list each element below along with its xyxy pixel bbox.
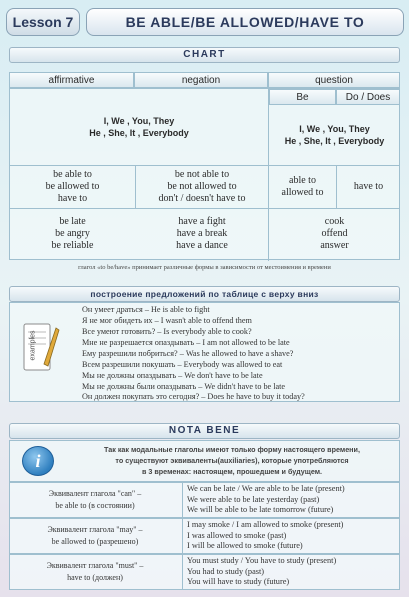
q-be-header: Be xyxy=(269,89,336,105)
nota-right-line: You must study / You have to study (present) xyxy=(187,556,337,566)
example-line: Я не мог обидеть их – I wasn't able to offend them xyxy=(82,316,252,325)
nota-intro-line: Так как модальные глаголы имеют только форму настоящего времени, xyxy=(104,445,360,454)
examples-banner: построение предложений по таблице с верху вниз xyxy=(9,286,400,302)
example-line: Мы не должны опаздывать – We don't have to be late xyxy=(82,371,263,380)
q-be-forms xyxy=(269,166,336,208)
examples-icon-label: examples xyxy=(29,330,37,361)
aff-form-1: be able to xyxy=(53,169,92,180)
example-line: Он должен покупать это сегодня? – Does he have to buy it today? xyxy=(82,392,305,401)
q-do-forms xyxy=(337,166,400,208)
nota-left-line: have to (должен) xyxy=(67,573,123,582)
col-negation: negation xyxy=(134,72,268,88)
neg-forms xyxy=(136,166,268,208)
example-line: Все умеют готовить? – Is everybody able to cook? xyxy=(82,327,252,336)
example-line: Он умеет драться – He is able to fight xyxy=(82,305,210,314)
chart-banner: CHART xyxy=(9,47,400,63)
nota-intro xyxy=(68,444,396,477)
subjects-question-line-2: He , She, It , Everybody xyxy=(284,136,385,146)
example-line: Ему разрешили побриться? – Was he allowed to have a shave? xyxy=(82,349,294,358)
q-examples xyxy=(269,209,400,259)
nota-right-line: I will be allowed to smoke (future) xyxy=(187,541,303,551)
nota-right-line: You had to study (past) xyxy=(187,566,265,576)
nota-row-may xyxy=(9,518,400,554)
aff-examples xyxy=(10,209,135,259)
lesson-header xyxy=(6,8,404,36)
neg-example-2: have a break xyxy=(176,228,228,239)
nota-intro-line: в 3 временах: настоящем, прошедшем и будущем. xyxy=(141,467,323,476)
nota-row-right xyxy=(182,519,399,553)
nota-right-line: We will be able to be late tomorrow (future) xyxy=(187,505,334,515)
example-line: Всем разрешили покушать – Everybody was allowed to eat xyxy=(82,360,283,369)
q-do-form-1: have to xyxy=(353,181,384,192)
aff-form-2: be allowed to xyxy=(45,181,100,192)
subjects-main xyxy=(10,89,268,165)
q-example-1: cook xyxy=(324,216,345,227)
nota-left-line: be able to (в состоянии) xyxy=(55,501,135,510)
nota-left-line: Эквивалент глагола "must" – xyxy=(46,561,144,570)
col-affirmative: affirmative xyxy=(9,72,134,88)
nota-right-line: I may smoke / I am allowed to smoke (present) xyxy=(187,520,344,530)
nota-row-right xyxy=(182,483,399,517)
nota-right-line: You will have to study (future) xyxy=(187,577,290,587)
nota-right-line: I was allowed to smoke (past) xyxy=(187,530,287,540)
aff-example-1: be late xyxy=(59,216,86,227)
chart-table xyxy=(9,88,400,260)
lesson-topic: BE ABLE/BE ALLOWED/HAVE TO xyxy=(86,8,404,36)
examples-icon xyxy=(20,320,60,376)
nota-left-line: Эквивалент глагола "may" – xyxy=(47,525,143,534)
nota-left-line: be allowed to (разрешено) xyxy=(51,537,139,546)
nota-row-left xyxy=(10,483,180,517)
nota-row-left xyxy=(10,555,180,589)
aff-forms xyxy=(10,166,135,208)
neg-example-1: have a fight xyxy=(178,216,226,227)
nota-intro-line: то существуют эквиваленты(auxiliaries), которые употребляются xyxy=(115,456,349,465)
nota-row-can xyxy=(9,482,400,518)
aff-example-2: be angry xyxy=(55,228,90,239)
q-example-2: offend xyxy=(321,228,348,239)
info-icon xyxy=(22,446,54,476)
nota-right-line: We can be late / We are able to be late (present) xyxy=(187,484,345,494)
neg-examples xyxy=(136,209,268,259)
neg-form-2: be not allowed to xyxy=(167,181,237,192)
aff-example-3: be reliable xyxy=(51,240,94,251)
nota-row-left xyxy=(10,519,180,553)
example-line: Мне не разрешается опаздывать – I am not allowed to be late xyxy=(82,338,290,347)
lesson-number: Lesson 7 xyxy=(6,8,80,36)
subjects-question xyxy=(269,105,400,165)
q-example-3: answer xyxy=(320,240,349,251)
nota-left-line: Эквивалент глагола "can" – xyxy=(48,489,142,498)
q-be-form-1: able to xyxy=(289,175,316,186)
q-do-header: Do / Does xyxy=(336,89,400,105)
info-icon-letter: i xyxy=(35,450,41,471)
aff-form-3: have to xyxy=(57,193,88,204)
example-line: Мы не должны были опаздывать – We didn't have to be late xyxy=(82,382,286,391)
subjects-main-line-2: He , She, It , Everybody xyxy=(89,128,189,138)
nota-row-must xyxy=(9,554,400,590)
chart-note: глагол «to be/have» принимает различные формы в зависимости от местоимения и времени xyxy=(78,264,331,271)
subjects-main-line-1: I, We , You, They xyxy=(103,116,175,126)
neg-form-3: don't / doesn't have to xyxy=(158,193,246,204)
q-be-form-2: allowed to xyxy=(281,187,324,198)
neg-example-3: have a dance xyxy=(176,240,228,251)
neg-form-1: be not able to xyxy=(174,169,230,180)
nota-right-line: We were able to be late yesterday (past) xyxy=(187,494,320,504)
nota-banner: NOTA BENE xyxy=(9,423,400,439)
subjects-question-line-1: I, We , You, They xyxy=(299,124,370,134)
col-question: question xyxy=(268,72,400,88)
nota-row-right xyxy=(182,555,399,589)
